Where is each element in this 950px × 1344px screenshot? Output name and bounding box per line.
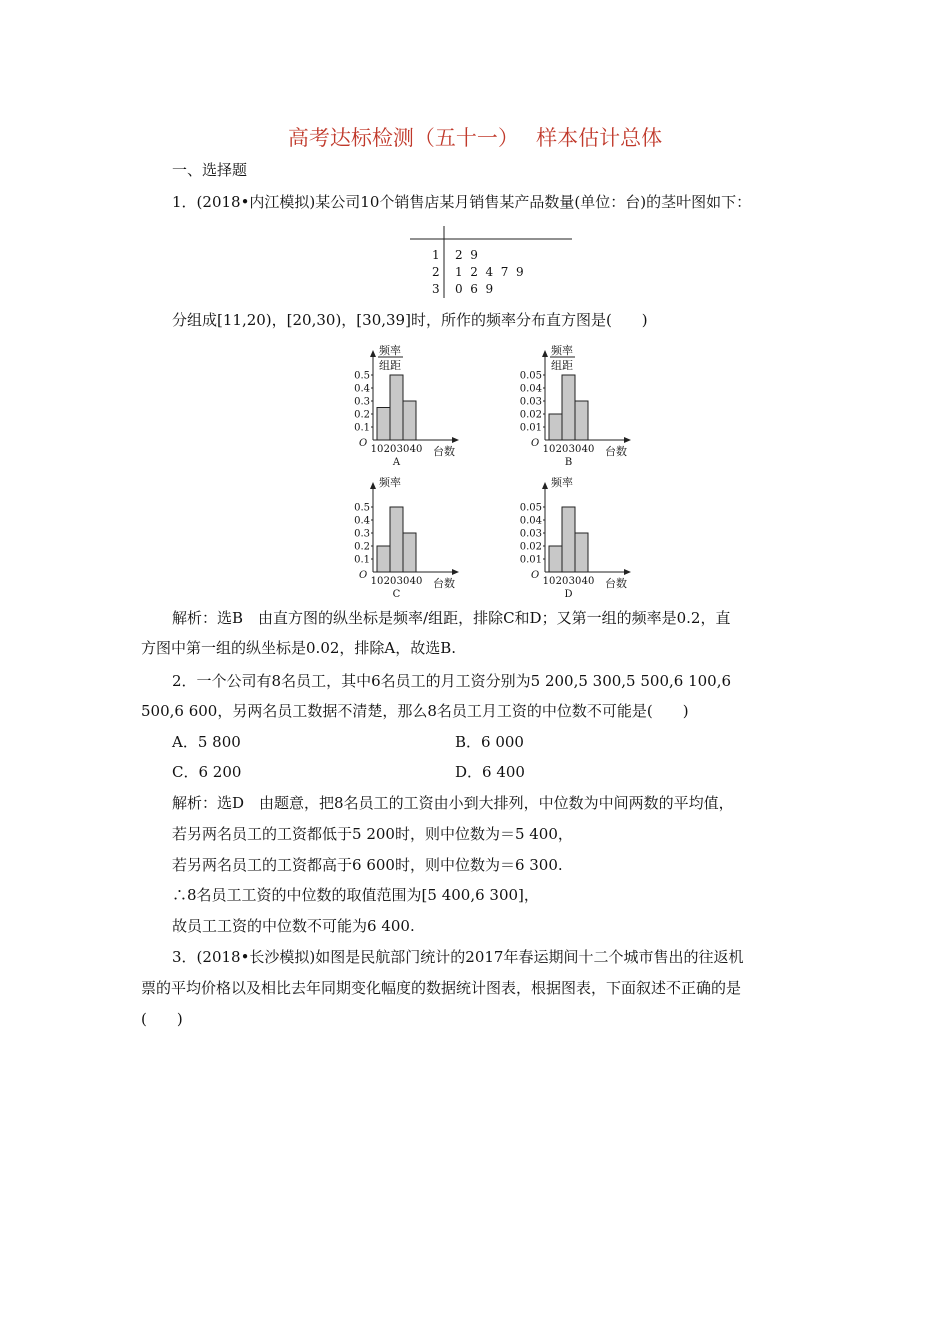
stem-leaf-plot	[410, 226, 572, 298]
option-c: C．6 200	[172, 763, 242, 781]
origin-label: O	[531, 570, 540, 581]
x-tick-label: 20	[383, 576, 397, 587]
y-axis-label-top: 频率	[379, 476, 401, 489]
y-tick-label: 0.3	[354, 396, 370, 408]
x-tick-label: 30	[568, 444, 582, 455]
y-tick-label: 0.1	[354, 554, 370, 566]
histogram-bar	[575, 533, 588, 572]
option-a: A．5 800	[172, 733, 241, 751]
histogram-bar	[575, 401, 588, 440]
option-b: B．6 000	[455, 733, 524, 751]
x-axis-arrow	[624, 569, 631, 575]
question-1-grouping: 分组成[11,20)，[20,30)，[30,39]时，所作的频率分布直方图是( )	[172, 311, 648, 329]
x-tick-label: 40	[581, 576, 595, 587]
y-tick-label: 0.05	[519, 502, 542, 514]
y-tick-label: 0.04	[519, 515, 542, 527]
x-tick-label: 10	[370, 444, 384, 455]
histogram-bar	[377, 408, 390, 441]
y-tick-label: 0.02	[519, 409, 542, 421]
y-axis-arrow	[370, 482, 376, 489]
x-axis-arrow	[624, 437, 631, 443]
question-2-line1: 2．一个公司有8名员工，其中6名员工的月工资分别为5 200,5 300,5 500,6 100,6	[172, 672, 732, 690]
panel-label: A	[392, 457, 401, 468]
y-axis-arrow	[542, 482, 548, 489]
x-axis-arrow	[452, 437, 459, 443]
y-axis-label-top: 频率	[379, 344, 401, 357]
y-tick-label: 0.01	[519, 422, 542, 434]
stem-3: 3	[432, 282, 440, 296]
x-tick-label: 20	[555, 576, 569, 587]
x-tick-label: 10	[542, 444, 556, 455]
question-3-line3: ( )	[141, 1010, 183, 1028]
q2-analysis-line3: 若另两名员工的工资都高于6 600时，则中位数为＝6 300.	[172, 856, 563, 874]
origin-label: O	[359, 570, 368, 581]
y-tick-label: 0.4	[354, 383, 370, 395]
stem-2: 2	[432, 265, 440, 279]
option-d: D．6 400	[455, 763, 525, 781]
origin-label: O	[359, 438, 368, 449]
leaves-1: 2 9	[455, 248, 478, 262]
y-tick-label: 0.03	[519, 528, 542, 540]
x-tick-label: 40	[581, 444, 595, 455]
histogram-bar	[549, 414, 562, 440]
y-axis-label-top: 频率	[551, 476, 573, 489]
q1-analysis-line1: 解析：选B 由直方图的纵坐标是频率/组距，排除C和D；又第一组的频率是0.2，直	[172, 609, 731, 627]
x-tick-label: 30	[396, 444, 410, 455]
histogram-b	[507, 340, 642, 472]
x-tick-label: 20	[555, 444, 569, 455]
x-tick-label: 10	[370, 576, 384, 587]
histogram-a	[335, 340, 470, 472]
x-tick-label: 30	[568, 576, 582, 587]
section-heading: 一、选择题	[172, 161, 248, 179]
panel-label: C	[392, 589, 401, 600]
page-title: 高考达标检测（五十一） 样本估计总体	[287, 126, 663, 150]
histogram-bar	[390, 375, 403, 440]
q2-analysis-line4: ∴8名员工工资的中位数的取值范围为[5 400,6 300]，	[172, 886, 539, 904]
panel-label: D	[564, 589, 573, 600]
y-tick-label: 0.03	[519, 396, 542, 408]
histogram-bar	[562, 507, 575, 572]
x-axis-label: 台数	[605, 445, 627, 458]
x-axis-label: 台数	[605, 577, 627, 590]
y-axis-arrow	[542, 350, 548, 357]
y-axis-label-bottom: 组距	[379, 359, 401, 372]
y-tick-label: 0.5	[354, 502, 370, 514]
panel-label: B	[564, 457, 573, 468]
histogram-bar	[377, 546, 390, 572]
x-axis-arrow	[452, 569, 459, 575]
q1-analysis-line2: 方图中第一组的纵坐标是0.02，排除A，故选B.	[141, 639, 457, 657]
leaves-2: 1 2 4 7 9	[455, 265, 524, 279]
histogram-bar	[403, 533, 416, 572]
q2-analysis-line1: 解析：选D 由题意，把8名员工的工资由小到大排列，中位数为中间两数的平均值，	[172, 794, 734, 812]
x-tick-label: 40	[409, 576, 423, 587]
y-tick-label: 0.4	[354, 515, 370, 527]
y-tick-label: 0.2	[354, 541, 370, 553]
stem-1: 1	[432, 248, 440, 262]
y-tick-label: 0.02	[519, 541, 542, 553]
histogram-bar	[403, 401, 416, 440]
y-tick-label: 0.1	[354, 422, 370, 434]
x-tick-label: 30	[396, 576, 410, 587]
question-3-line1: 3．(2018•长沙模拟)如图是民航部门统计的2017年春运期间十二个城市售出的往返机	[172, 948, 744, 966]
q2-analysis-line5: 故员工工资的中位数不可能为6 400.	[172, 917, 415, 935]
leaves-3: 0 6 9	[455, 282, 494, 296]
x-tick-label: 40	[409, 444, 423, 455]
y-axis-label-top: 频率	[551, 344, 573, 357]
histogram-bar	[549, 546, 562, 572]
y-tick-label: 0.05	[519, 370, 542, 382]
x-axis-label: 台数	[433, 577, 455, 590]
question-3-line2: 票的平均价格以及相比去年同期变化幅度的数据统计图表，根据图表，下面叙述不正确的是	[141, 979, 742, 997]
histogram-c	[335, 472, 470, 604]
y-axis-label-bottom: 组距	[551, 359, 573, 372]
question-1-text: 1．(2018•内江模拟)某公司10个销售店某月销售某产品数量(单位：台)的茎叶图如下：	[172, 193, 752, 211]
x-tick-label: 20	[383, 444, 397, 455]
y-tick-label: 0.5	[354, 370, 370, 382]
y-axis-arrow	[370, 350, 376, 357]
question-2-line2: 500,6 600，另两名员工数据不清楚，那么8名员工月工资的中位数不可能是( )	[141, 702, 689, 720]
y-tick-label: 0.3	[354, 528, 370, 540]
q2-analysis-line2: 若另两名员工的工资都低于5 200时，则中位数为＝5 400，	[172, 825, 573, 843]
histogram-bar	[390, 507, 403, 572]
y-tick-label: 0.2	[354, 409, 370, 421]
histogram-d	[507, 472, 642, 604]
y-tick-label: 0.04	[519, 383, 542, 395]
origin-label: O	[531, 438, 540, 449]
x-tick-label: 10	[542, 576, 556, 587]
y-tick-label: 0.01	[519, 554, 542, 566]
x-axis-label: 台数	[433, 445, 455, 458]
histogram-bar	[562, 375, 575, 440]
